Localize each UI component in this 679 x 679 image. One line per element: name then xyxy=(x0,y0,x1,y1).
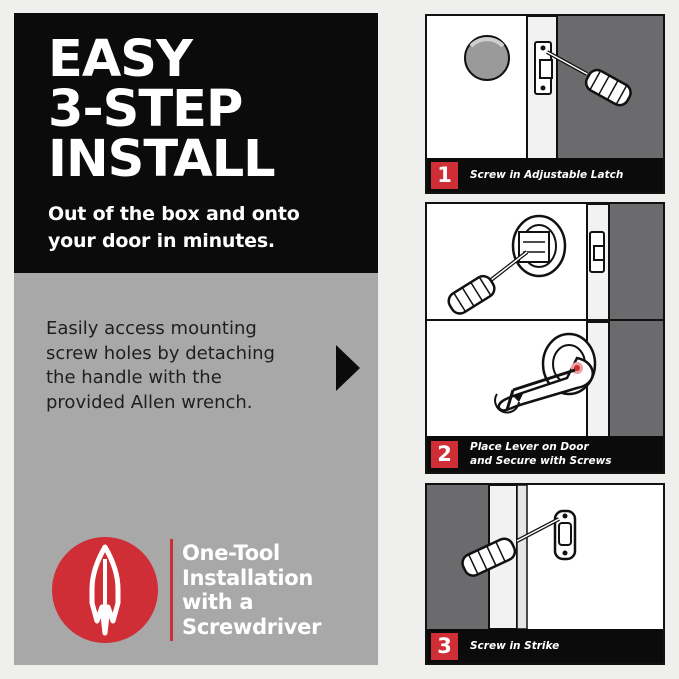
headline xyxy=(48,30,378,189)
step-3-bar xyxy=(427,629,663,663)
headline-line: 3-STEP xyxy=(48,80,243,139)
description-line: provided Allen wrench. xyxy=(46,391,253,413)
caption-line: and Secure with Screws xyxy=(470,455,612,467)
badge-line: Installation xyxy=(182,565,314,590)
badge-line: Screwdriver xyxy=(182,614,322,639)
step-caption xyxy=(470,168,623,182)
headline-line: INSTALL xyxy=(48,130,275,189)
step-number: 2 xyxy=(431,441,458,468)
screwdriver-rosette-icon xyxy=(427,204,663,322)
step-caption xyxy=(470,639,559,653)
subheading-line: your door in minutes. xyxy=(48,230,275,252)
description-line: Easily access mounting xyxy=(46,318,257,339)
hero-banner xyxy=(14,13,378,273)
feature-description xyxy=(46,317,336,415)
step-3-card xyxy=(425,483,665,665)
step-2-card xyxy=(425,202,665,474)
triangle-right-icon xyxy=(336,345,360,391)
left-panel xyxy=(14,13,378,665)
step-1-bar xyxy=(427,158,663,192)
step-2-bar xyxy=(427,436,663,472)
screwdriver-tip-icon xyxy=(52,537,158,643)
description-line: screw holes by detaching xyxy=(46,342,275,364)
badge-label xyxy=(182,541,321,639)
lever-allen-wrench-icon xyxy=(427,322,663,438)
step-number: 1 xyxy=(431,162,458,189)
badge-divider xyxy=(170,539,173,641)
subheading xyxy=(48,201,378,255)
badge-line: One-Tool xyxy=(182,541,280,565)
headline-line: EASY xyxy=(48,30,192,89)
description-line: the handle with the xyxy=(46,367,222,388)
subheading-line: Out of the box and onto xyxy=(48,203,300,225)
caption-line: Screw in Adjustable Latch xyxy=(470,169,624,181)
caption-line: Screw in Strike xyxy=(470,640,560,652)
step-number: 3 xyxy=(431,633,458,660)
badge-line: with a xyxy=(182,590,254,614)
step-1-card xyxy=(425,14,665,194)
screwdriver-latch-icon xyxy=(427,16,663,160)
caption-line: Place Lever on Door xyxy=(470,441,589,453)
step-caption xyxy=(470,440,612,468)
screwdriver-strike-icon xyxy=(427,485,663,629)
feature-section xyxy=(14,273,378,665)
